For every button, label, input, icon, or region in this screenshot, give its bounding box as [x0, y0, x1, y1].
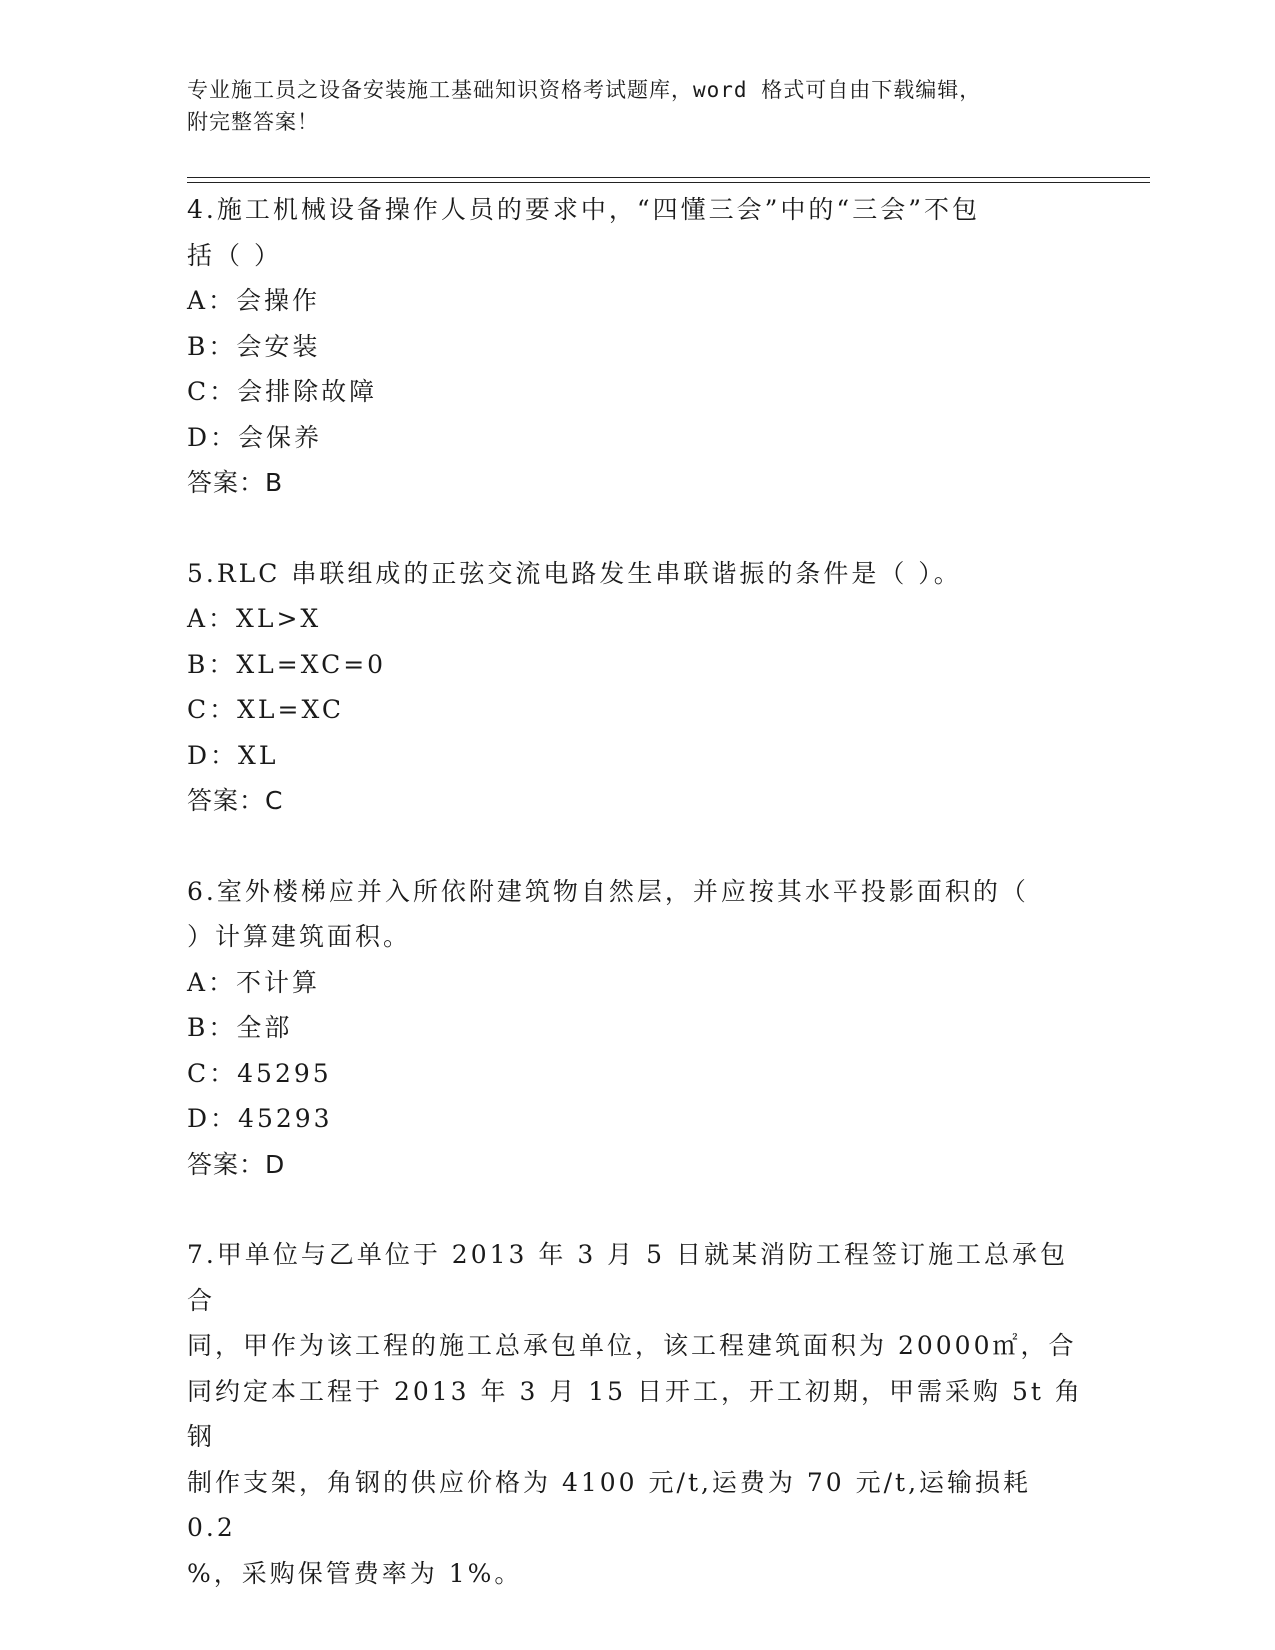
question-spacer: [187, 824, 1087, 869]
question-7-line-3: 同约定本工程于 2013 年 3 月 15 日开工，开工初期，甲需采购 5t 角钢: [187, 1376, 1083, 1451]
question-6-answer: 答案：D: [187, 1149, 286, 1179]
question-5-option-c: C：XL=XC: [187, 695, 344, 724]
question-spacer: [187, 506, 1087, 551]
question-5-option-d: D：XL: [187, 740, 279, 770]
question-4-option-b: B：会安装: [187, 331, 321, 361]
question-7-line-1: 7.甲单位与乙单位于 2013 年 3 月 5 日就某消防工程签订施工总承包合: [187, 1240, 1068, 1315]
question-4-line-1: 4.施工机械设备操作人员的要求中，“四懂三会”中的“三会”不包: [187, 195, 980, 224]
question-4-answer: 答案：B: [187, 468, 284, 497]
question-5-line-1: 5.RLC 串联组成的正弦交流电路发生串联谐振的条件是（ ）。: [187, 558, 962, 588]
question-7-line-4: 制作支架，角钢的供应价格为 4100 元/t,运费为 70 元/t,运输损耗 0.2: [187, 1467, 1032, 1542]
question-4-option-c: C：会排除故障: [187, 377, 378, 406]
question-4: [187, 187, 1087, 506]
header-line-1: 专业施工员之设备安装施工基础知识资格考试题库，word 格式可自由下载编辑，: [187, 78, 982, 102]
question-5-option-a: A：XL>X: [187, 604, 322, 633]
question-4-line-2: 括（ ）: [187, 240, 282, 270]
question-spacer: [187, 1187, 1087, 1232]
question-list: [187, 187, 1087, 1596]
question-5: [187, 551, 1087, 824]
question-5-answer: 答案：C: [187, 786, 284, 815]
question-6-line-2: ）计算建筑面积。: [187, 922, 412, 951]
header-divider: [187, 177, 1150, 183]
question-7: [187, 1232, 1087, 1596]
question-6-option-d: D：45293: [187, 1104, 333, 1133]
question-5-option-b: B：XL=XC=0: [187, 649, 387, 679]
question-6-line-1: 6.室外楼梯应并入所依附建筑物自然层，并应按其水平投影面积的（: [187, 876, 1029, 906]
question-6-option-c: C：45295: [187, 1058, 332, 1088]
document-header: [187, 74, 1067, 138]
question-4-option-a: A：会操作: [187, 286, 321, 315]
question-6: [187, 869, 1087, 1188]
question-4-option-d: D：会保养: [187, 422, 323, 452]
header-line-2: 附完整答案！: [187, 110, 319, 134]
question-7-line-5: %，采购保管费率为 1%。: [187, 1558, 523, 1588]
question-7-line-2: 同，甲作为该工程的施工总承包单位，该工程建筑面积为 20000㎡，合: [187, 1331, 1077, 1360]
question-6-option-b: B：全部: [187, 1013, 293, 1042]
question-6-option-a: A：不计算: [187, 967, 321, 997]
